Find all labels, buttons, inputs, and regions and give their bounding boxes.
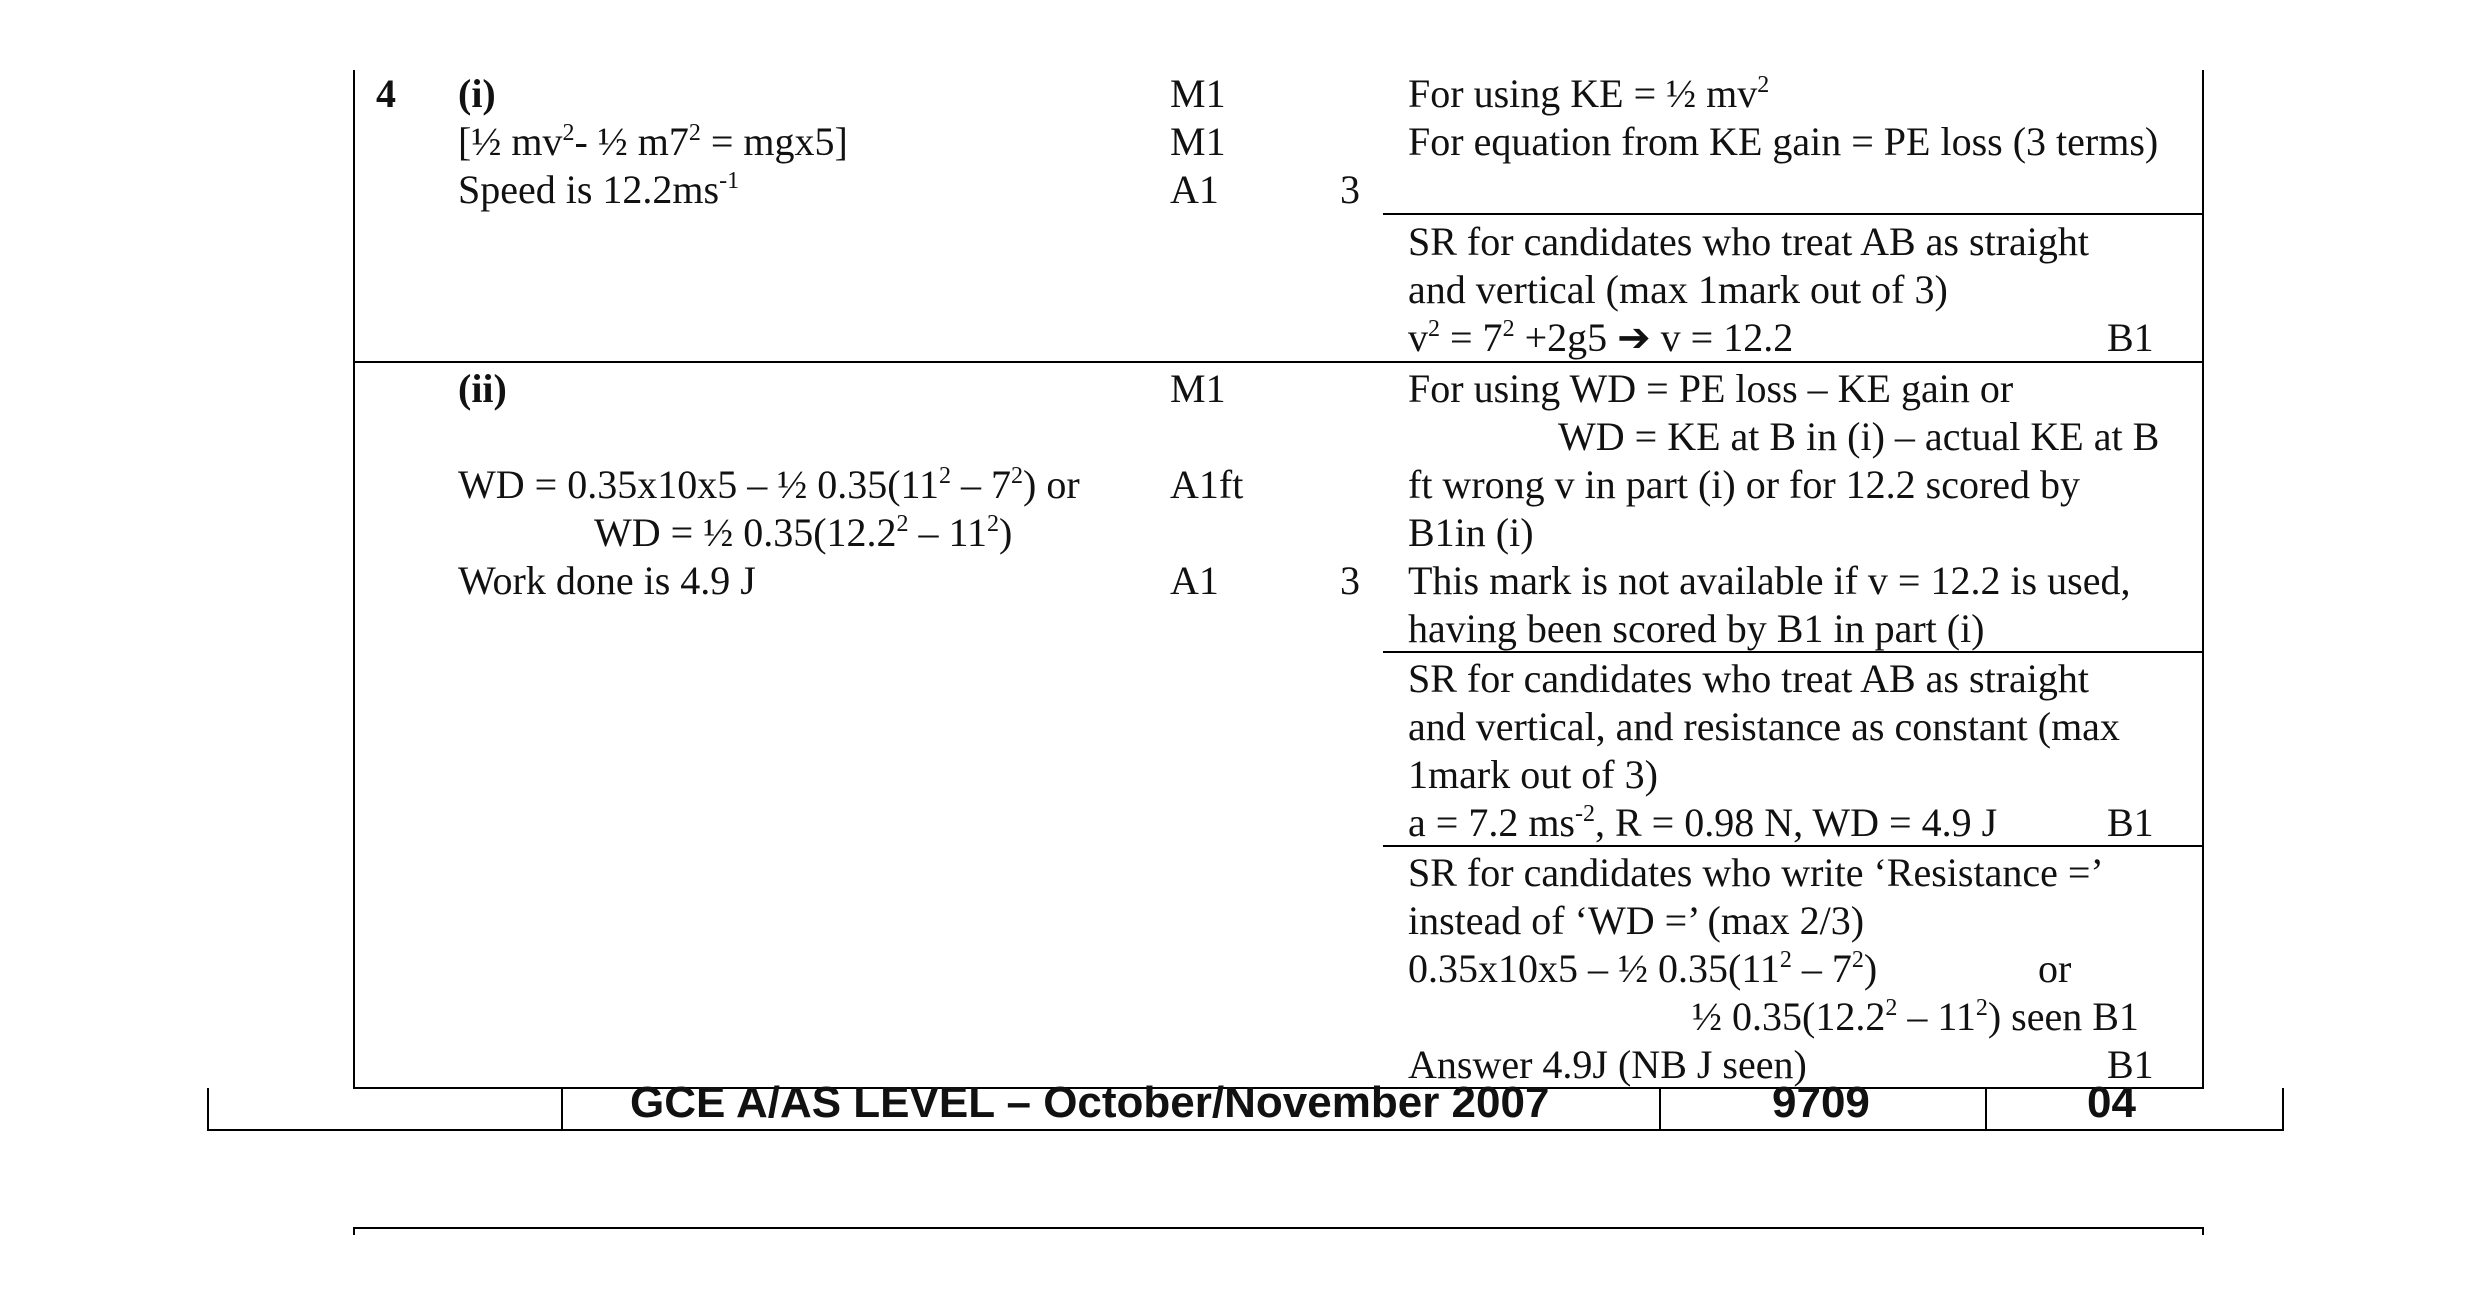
special-case-text: 1mark out of 3) bbox=[1408, 752, 1658, 797]
text: , R = 0.98 N, WD = 4.9 J bbox=[1595, 800, 1998, 845]
text: = mgx5] bbox=[700, 119, 848, 164]
part-total: 3 bbox=[1340, 167, 1360, 212]
special-case-text: SR for candidates who write ‘Resistance =’ bbox=[1408, 850, 2104, 895]
text: – 11 bbox=[1897, 994, 1976, 1039]
part-i-label: (i) bbox=[458, 71, 496, 116]
superscript: 2 bbox=[987, 511, 1000, 537]
text: - ½ m7 bbox=[574, 119, 689, 164]
special-case-mark: B1 bbox=[2107, 315, 2154, 360]
superscript: 2 bbox=[1757, 72, 1770, 98]
superscript: 2 bbox=[688, 120, 701, 146]
superscript: 2 bbox=[562, 120, 575, 146]
special-case-mark: B1 bbox=[2107, 800, 2154, 845]
footer-paper-number: 04 bbox=[2087, 1078, 2136, 1127]
text: a = 7.2 ms bbox=[1408, 800, 1575, 845]
text: ) or bbox=[1023, 462, 1080, 507]
footer-divider bbox=[1985, 1088, 1987, 1131]
special-case-equation bbox=[1408, 799, 1997, 847]
table-left-border bbox=[353, 70, 355, 1088]
next-table-top-border bbox=[353, 1227, 2204, 1229]
text: For using KE = ½ mv bbox=[1408, 71, 1758, 116]
text: ) seen B1 bbox=[1987, 994, 2139, 1039]
special-case-text: SR for candidates who treat AB as straight bbox=[1408, 656, 2089, 701]
text: [½ mv bbox=[458, 119, 563, 164]
part-ii-working-line-2 bbox=[594, 509, 1012, 557]
special-case-text: and vertical, and resistance as constant (max bbox=[1408, 704, 2120, 749]
text: – 7 bbox=[951, 462, 1012, 507]
guidance-note: B1in (i) bbox=[1408, 510, 1534, 555]
guidance-note: ft wrong v in part (i) or for 12.2 scored by bbox=[1408, 462, 2081, 507]
text: = 7 bbox=[1440, 315, 1503, 360]
guidance-note: having been scored by B1 in part (i) bbox=[1408, 606, 1985, 651]
part-ii-answer: Work done is 4.9 J bbox=[458, 558, 756, 603]
question-number: 4 bbox=[376, 71, 396, 116]
divider-part-i-ii bbox=[353, 361, 2204, 363]
guidance-note: This mark is not available if v = 12.2 is used, bbox=[1408, 558, 2131, 603]
special-case-text: SR for candidates who treat AB as straight bbox=[1408, 219, 2089, 264]
footer-divider bbox=[561, 1088, 563, 1131]
text: WD = ½ 0.35(12.2 bbox=[594, 510, 897, 555]
text: 0.35x10x5 – ½ 0.35(11 bbox=[1408, 946, 1780, 991]
special-case-equation bbox=[1408, 314, 1793, 362]
special-case-text: Answer 4.9J (NB J seen) bbox=[1408, 1042, 1807, 1087]
superscript: 2 bbox=[1502, 316, 1515, 342]
text: v bbox=[1408, 315, 1428, 360]
special-case-or: or bbox=[2038, 946, 2072, 991]
footer-syllabus-code: 9709 bbox=[1772, 1078, 1870, 1127]
guidance-note: For equation from KE gain = PE loss (3 terms) bbox=[1408, 119, 2159, 164]
divider-part-i-notes bbox=[1383, 213, 2203, 215]
part-ii-working-line-1 bbox=[458, 461, 1080, 509]
next-table-right-border bbox=[2202, 1227, 2204, 1235]
text: Speed is 12.2ms bbox=[458, 167, 720, 212]
special-case-equation bbox=[1408, 945, 1877, 993]
guidance-note: WD = KE at B in (i) – actual KE at B bbox=[1558, 414, 2160, 459]
part-i-answer bbox=[458, 166, 739, 214]
footer-border bbox=[207, 1088, 209, 1131]
text: ) bbox=[1863, 946, 1878, 991]
footer-exam-title: GCE A/AS LEVEL – October/November 2007 bbox=[630, 1078, 1550, 1127]
mark-code: M1 bbox=[1170, 71, 1226, 116]
text: – 7 bbox=[1791, 946, 1852, 991]
mark-code: A1ft bbox=[1170, 462, 1244, 507]
superscript: 2 bbox=[1885, 995, 1898, 1021]
superscript: 2 bbox=[1975, 995, 1988, 1021]
table-right-border bbox=[2202, 70, 2204, 1088]
superscript: -1 bbox=[719, 168, 740, 194]
guidance-note: For using WD = PE loss – KE gain or bbox=[1408, 366, 2014, 411]
guidance-note bbox=[1408, 70, 1769, 118]
superscript: 2 bbox=[1851, 947, 1864, 973]
superscript: 2 bbox=[1779, 947, 1792, 973]
next-table-left-border bbox=[353, 1227, 355, 1235]
superscript: 2 bbox=[896, 511, 909, 537]
special-case-text: and vertical (max 1mark out of 3) bbox=[1408, 267, 1948, 312]
text: WD = 0.35x10x5 – ½ 0.35(11 bbox=[458, 462, 940, 507]
superscript: 2 bbox=[1011, 463, 1024, 489]
superscript: 2 bbox=[1428, 316, 1440, 342]
special-case-text: instead of ‘WD =’ (max 2/3) bbox=[1408, 898, 1865, 943]
part-i-working-line-1 bbox=[458, 118, 848, 166]
text: ) bbox=[999, 510, 1013, 555]
mark-code: M1 bbox=[1170, 119, 1226, 164]
part-total: 3 bbox=[1340, 558, 1360, 603]
superscript: 2 bbox=[939, 463, 952, 489]
text: ½ 0.35(12.2 bbox=[1692, 994, 1886, 1039]
part-ii-label: (ii) bbox=[458, 366, 507, 411]
footer-bottom-border bbox=[207, 1129, 2284, 1131]
superscript: -2 bbox=[1575, 801, 1595, 827]
special-case-mark: B1 bbox=[2107, 1042, 2154, 1087]
footer-divider bbox=[1659, 1088, 1661, 1131]
footer-border bbox=[2282, 1088, 2284, 1131]
mark-code: A1 bbox=[1170, 558, 1219, 603]
text: – 11 bbox=[908, 510, 988, 555]
mark-code: M1 bbox=[1170, 366, 1226, 411]
special-case-equation bbox=[1692, 993, 2139, 1041]
mark-code: A1 bbox=[1170, 167, 1219, 212]
text: +2g5 ➔ v = 12.2 bbox=[1514, 315, 1794, 360]
